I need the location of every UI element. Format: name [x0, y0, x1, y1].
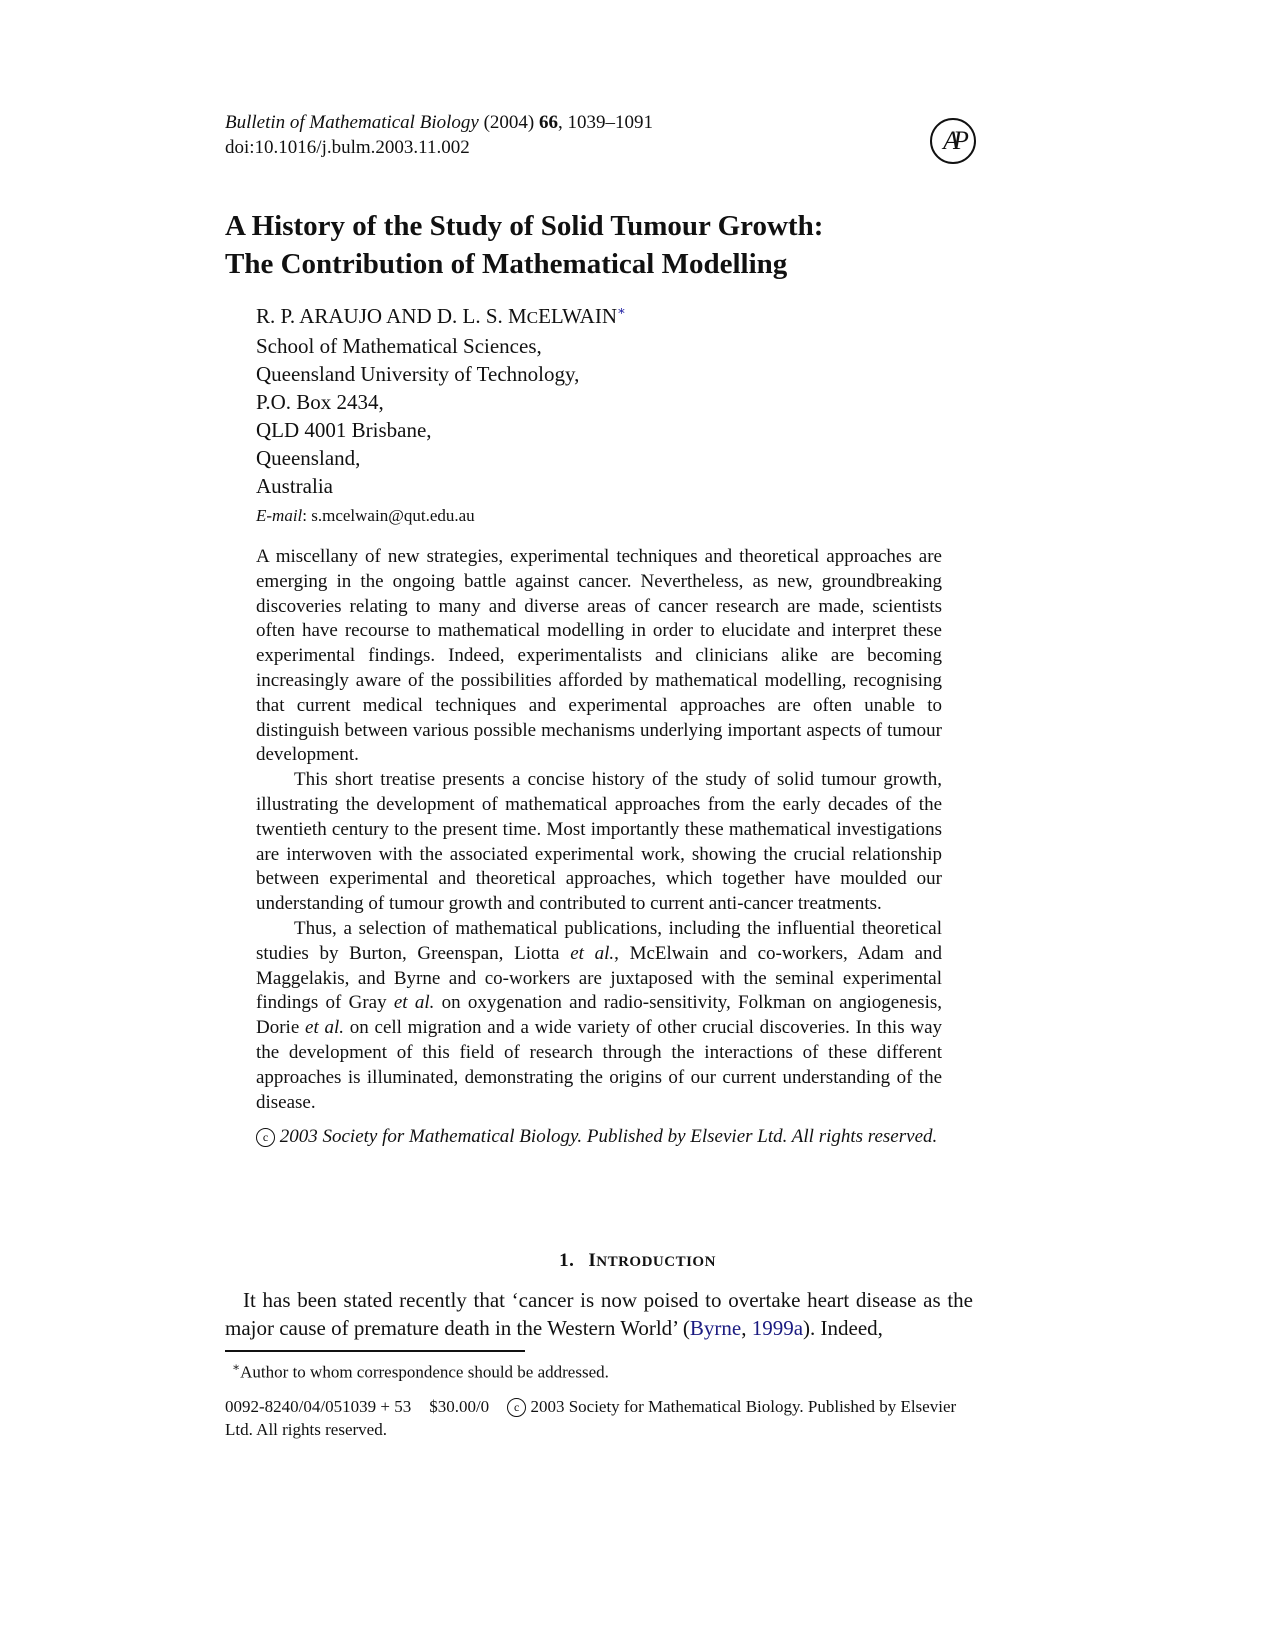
- copyright-icon: c: [507, 1398, 526, 1417]
- abstract-copyright: c 2003 Society for Mathematical Biology. Published by Elsevier Ltd. All rights reserved.: [256, 1125, 942, 1150]
- affiliation-line: P.O. Box 2434,: [256, 390, 384, 414]
- author-block: [256, 297, 626, 530]
- author-names: R. P. ARAUJO AND D. L. S. MCELWAIN∗: [256, 303, 626, 328]
- footnote: ∗Author to whom correspondence should be addressed.: [232, 1360, 609, 1382]
- copyright-icon: c: [256, 1128, 275, 1147]
- citation-link[interactable]: Byrne, 1999a: [689, 1316, 804, 1340]
- issn-price: $30.00/0: [429, 1397, 490, 1416]
- affiliation-line: School of Mathematical Sciences,: [256, 334, 542, 358]
- intro-paragraph: It has been stated recently that ‘cancer is now poised to overtake heart disease as the major cause of premature death in the Western World’ (Byrne, 1999a). Indeed,: [225, 1288, 973, 1340]
- footnote-marker: ∗: [232, 1360, 241, 1374]
- affiliation-line: Queensland University of Technology,: [256, 362, 580, 386]
- affiliation-line: Queensland,: [256, 446, 361, 470]
- affiliation-line: Australia: [256, 474, 333, 498]
- journal-citation: Bulletin of Mathematical Biology (2004) 66, 1039–1091: [225, 112, 653, 133]
- affiliation-line: QLD 4001 Brisbane,: [256, 418, 432, 442]
- title-line-2: The Contribution of Mathematical Modelling: [225, 248, 788, 280]
- journal-volume: 66: [538, 112, 558, 133]
- abstract: [256, 545, 942, 1150]
- title-line-1: A History of the Study of Solid Tumour Growth:: [225, 210, 824, 242]
- journal-year: (2004): [483, 112, 535, 133]
- corresponding-author-marker[interactable]: ∗: [617, 303, 626, 318]
- issn-code: 0092-8240/04/051039 + 53: [225, 1397, 412, 1416]
- section-heading: [0, 1250, 1275, 1272]
- issn-copyright: 2003 Society for Mathematical Biology. Published by Elsevier Ltd. All rights reserved.: [225, 1397, 957, 1439]
- journal-name: Bulletin of Mathematical Biology: [225, 112, 479, 133]
- abstract-paragraph-2: This short treatise presents a concise history of the study of solid tumour growth, illustrating the development of mathematical approaches from the early decades of the twentieth century to the present time. Most importantly these mathematical investigations are interwoven with the associated experimental work, showing the crucial relationship between experimental and theoretical approaches, which together have moulded our understanding of tumour growth and contributed to current anti-cancer treatments.: [256, 769, 942, 915]
- doi: doi:10.1016/j.bulm.2003.11.002: [225, 137, 470, 158]
- publisher-logo-icon: AP: [930, 118, 976, 164]
- journal-header: [225, 110, 653, 160]
- author-email: E-mail: s.mcelwain@qut.edu.au: [256, 506, 475, 525]
- paper-title: [225, 207, 823, 283]
- abstract-paragraph-3: Thus, a selection of mathematical publications, including the influential theoretical studies by Burton, Greenspan, Liotta et al., McElwain and co-workers, Adam and Maggelakis, and Byrne and co-workers are juxtaposed with the seminal experimental findings of Gray et al. on oxygenation and radio-sensitivity, Folkman on angiogenesis, Dorie et al. on cell migration and a wide variety of other crucial discoveries. In this way the development of this field of research through the interactions of these different approaches is illuminated, demonstrating the origins of our current understanding of the disease.: [256, 917, 943, 1113]
- section-number: 1.: [559, 1250, 575, 1271]
- journal-pages: 1039–1091: [567, 112, 653, 133]
- section-title: INTRODUCTION: [588, 1250, 716, 1271]
- issn-line: [225, 1395, 973, 1441]
- abstract-paragraph-1: A miscellany of new strategies, experimental techniques and theoretical approaches are emerging in the ongoing battle against cancer. Nevertheless, as new, groundbreaking discoveries relating to many and diverse areas of cancer research are made, scientists often have recourse to mathematical modelling in order to elucidate and interpret these experimental findings. Indeed, experimentalists and clinicians alike are becoming increasingly aware of the possibilities afforded by mathematical modelling, recognising that current medical techniques and experimental approaches are often unable to distinguish between various possible mechanisms underlying important aspects of tumour development.: [256, 546, 942, 766]
- footnote-rule: [225, 1350, 525, 1352]
